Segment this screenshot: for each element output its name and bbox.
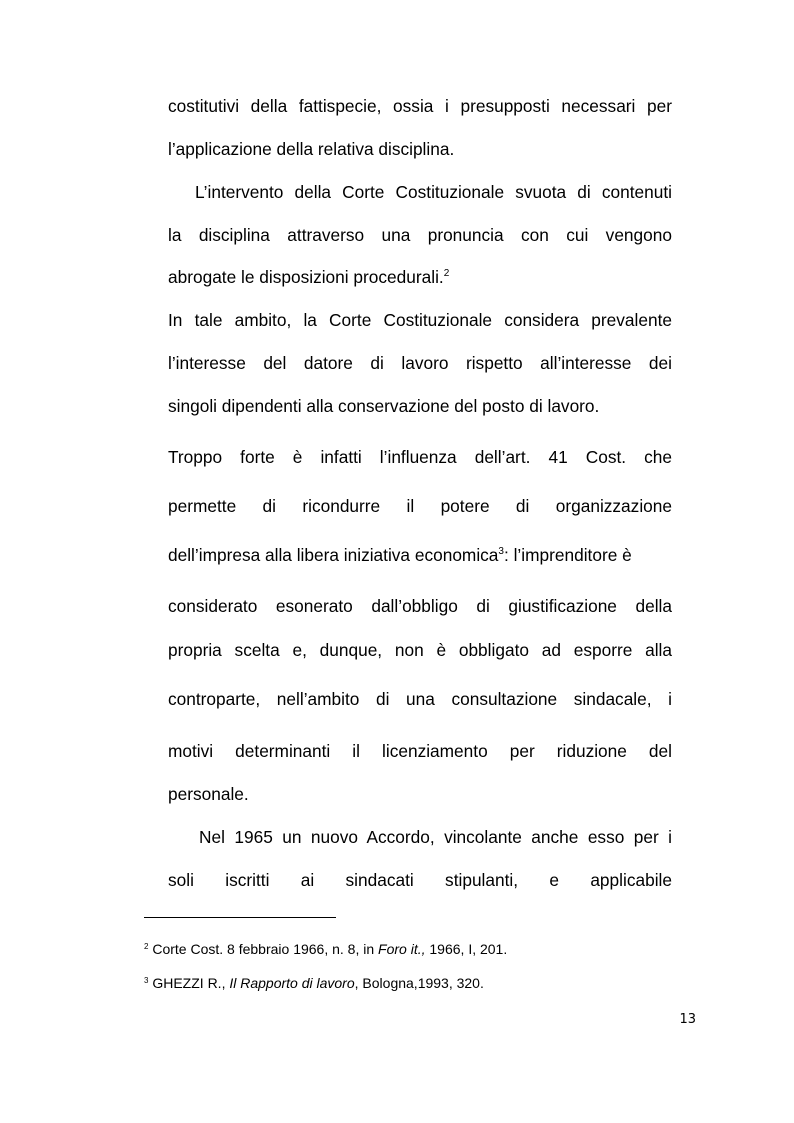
footnote-text: , Bologna,1993, 320. <box>354 975 484 991</box>
footnote-source-title: Foro it., <box>378 941 426 957</box>
body-line: l’applicazione della relativa disciplina. <box>168 139 455 159</box>
footnote-3 <box>144 974 484 992</box>
footnote-source-title: Il Rapporto di lavoro <box>229 975 355 991</box>
body-line: la disciplina attraverso una pronuncia con cui vengono <box>168 225 672 245</box>
footnote-number: 2 <box>144 942 149 951</box>
footnote-text: Corte Cost. 8 febbraio 1966, n. 8, in <box>148 941 379 957</box>
body-line: considerato esonerato dall’obbligo di giustificazione della <box>168 596 672 616</box>
body-line: In tale ambito, la Corte Costituzionale considera prevalente <box>168 310 672 330</box>
body-text: dell’impresa alla libera iniziativa economica <box>168 545 499 565</box>
footnote-ref-3[interactable]: 3 <box>498 546 504 557</box>
body-line: motivi determinanti il licenziamento per riduzione del <box>168 741 672 761</box>
body-line: permette di ricondurre il potere di organizzazione <box>168 496 672 516</box>
footnote-number: 3 <box>144 976 149 985</box>
body-line: personale. <box>168 784 249 804</box>
footnote-2 <box>144 940 507 958</box>
body-line: propria scelta e, dunque, non è obbligato ad esporre alla <box>168 640 672 660</box>
footnote-ref-2[interactable]: 2 <box>443 268 450 279</box>
body-line: singoli dipendenti alla conservazione del posto di lavoro. <box>168 396 600 416</box>
body-line: soli iscritti ai sindacati stipulanti, e applicabile <box>168 870 672 890</box>
footnote-separator <box>144 917 336 918</box>
body-line: controparte, nell’ambito di una consultazione sindacale, i <box>168 689 672 709</box>
body-line: Troppo forte è infatti l’influenza dell’art. 41 Cost. che <box>168 447 672 467</box>
body-line: l’interesse del datore di lavoro rispetto all’interesse dei <box>168 353 672 373</box>
body-line <box>168 266 672 288</box>
footnote-text: GHEZZI R., <box>148 975 230 991</box>
footnote-text: 1966, I, 201. <box>425 941 508 957</box>
body-text: abrogate le disposizioni procedurali. <box>168 267 444 287</box>
page-number: 13 <box>679 1012 696 1027</box>
body-text: : l’imprenditore è <box>503 545 632 565</box>
body-line <box>168 544 672 566</box>
body-line: costitutivi della fattispecie, ossia i presupposti necessari per <box>168 96 672 116</box>
paragraph-first-line: Nel 1965 un nuovo Accordo, vincolante anche esso per i <box>199 827 672 847</box>
paragraph-first-line: L’intervento della Corte Costituzionale svuota di contenuti <box>195 182 672 202</box>
